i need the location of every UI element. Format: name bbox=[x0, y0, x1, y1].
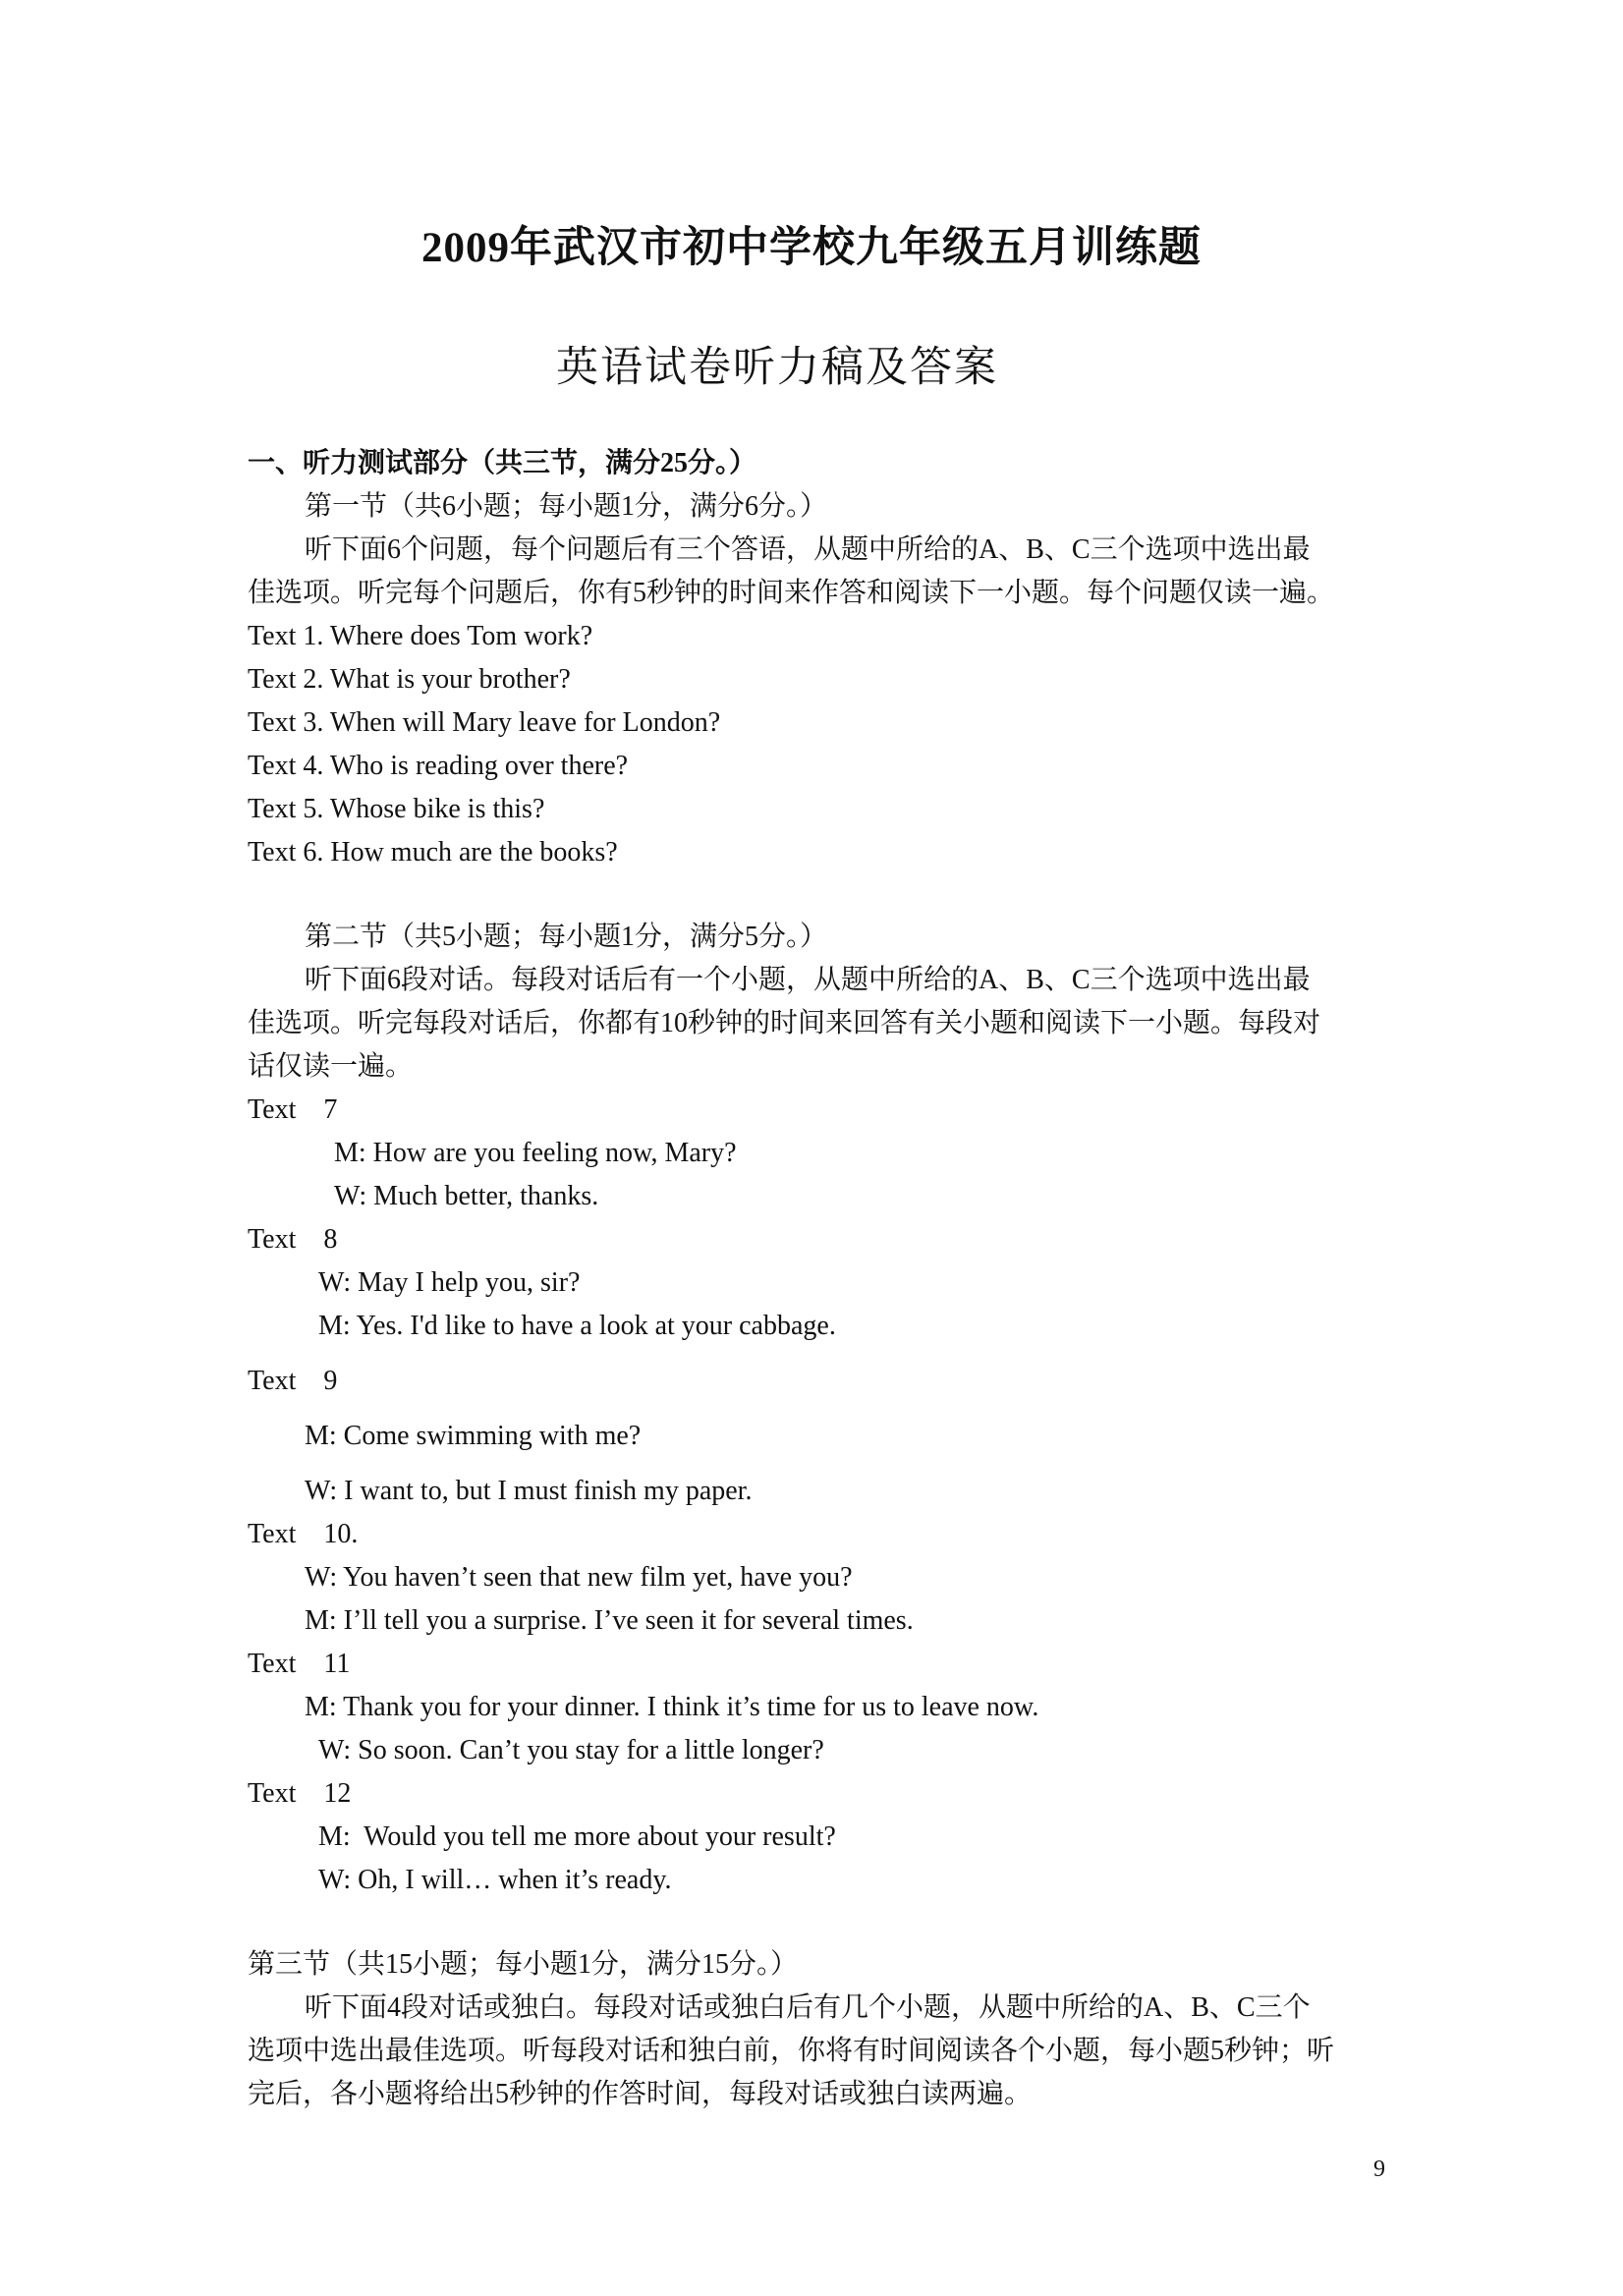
dialogue-label: Text 9 bbox=[248, 1366, 338, 1396]
section1-text-6: Text 6. How much are the books? bbox=[248, 837, 618, 868]
dialogue-line: W: Much better, thanks. bbox=[334, 1181, 599, 1211]
dialogue-line: W: Oh, I will… when it’s ready. bbox=[318, 1865, 672, 1895]
section2-instruction-line1: 听下面6段对话。每段对话后有一个小题，从题中所给的A、B、C三个选项中选出最 bbox=[305, 965, 1311, 995]
section1-text-4: Text 4. Who is reading over there? bbox=[248, 751, 629, 781]
dialogue-label: Text 8 bbox=[248, 1224, 338, 1255]
section3-heading: 第三节（共15小题；每小题1分，满分15分。） bbox=[248, 1949, 799, 1980]
dialogue-line: W: So soon. Can’t you stay for a little longer? bbox=[318, 1735, 824, 1765]
section1-text-2: Text 2. What is your brother? bbox=[248, 664, 571, 695]
document-subtitle: 英语试卷听力稿及答案 bbox=[556, 345, 998, 391]
dialogue-line: M: Yes. I'd like to have a look at your cabbage. bbox=[318, 1311, 836, 1341]
section1-text-5: Text 5. Whose bike is this? bbox=[248, 794, 545, 824]
section1-text-1: Text 1. Where does Tom work? bbox=[248, 621, 593, 651]
section1-instruction-line2: 佳选项。听完每个问题后，你有5秒钟的时间来作答和阅读下一小题。每个问题仅读一遍。 bbox=[248, 578, 1335, 608]
dialogue-line: W: You haven’t seen that new film yet, have you? bbox=[305, 1562, 853, 1593]
dialogue-line: M: How are you feeling now, Mary? bbox=[334, 1138, 737, 1168]
dialogue-label: Text 12 bbox=[248, 1778, 352, 1809]
dialogue-line: M: Would you tell me more about your result? bbox=[318, 1821, 836, 1852]
section3-instruction-line3: 完后，各小题将给出5秒钟的作答时间，每段对话或独白读两遍。 bbox=[248, 2079, 1033, 2109]
section2-heading: 第二节（共5小题；每小题1分，满分5分。） bbox=[305, 922, 828, 952]
dialogue-label: Text 11 bbox=[248, 1649, 351, 1679]
document-title: 2009年武汉市初中学校九年级五月训练题 bbox=[421, 225, 1202, 271]
dialogue-line: M: Come swimming with me? bbox=[305, 1421, 642, 1451]
dialogue-label: Text 10. bbox=[248, 1519, 359, 1549]
page-number: 9 bbox=[1373, 2156, 1385, 2182]
part1-heading: 一、听力测试部分（共三节，满分25分。） bbox=[248, 448, 757, 478]
dialogue-line: M: Thank you for your dinner. I think it’s time for us to leave now. bbox=[305, 1692, 1039, 1722]
section2-instruction-line2: 佳选项。听完每段对话后，你都有10秒钟的时间来回答有关小题和阅读下一小题。每段对 bbox=[248, 1008, 1321, 1038]
section3-instruction-line1: 听下面4段对话或独白。每段对话或独白后有几个小题，从题中所给的A、B、C三个 bbox=[305, 1992, 1311, 2023]
dialogue-label: Text 7 bbox=[248, 1094, 338, 1125]
dialogue-line: W: May I help you, sir? bbox=[318, 1267, 581, 1298]
section1-instruction-line1: 听下面6个问题，每个问题后有三个答语，从题中所给的A、B、C三个选项中选出最 bbox=[305, 534, 1311, 565]
section2-instruction-line3: 话仅读一遍。 bbox=[248, 1051, 414, 1082]
dialogue-line: M: I’ll tell you a surprise. I’ve seen it for several times. bbox=[305, 1605, 914, 1636]
section1-heading: 第一节（共6小题；每小题1分，满分6分。） bbox=[305, 491, 828, 522]
dialogue-line: W: I want to, but I must finish my paper. bbox=[305, 1476, 753, 1506]
section3-instruction-line2: 选项中选出最佳选项。听每段对话和独白前，你将有时间阅读各个小题，每小题5秒钟；听 bbox=[248, 2036, 1335, 2066]
section1-text-3: Text 3. When will Mary leave for London? bbox=[248, 707, 721, 738]
